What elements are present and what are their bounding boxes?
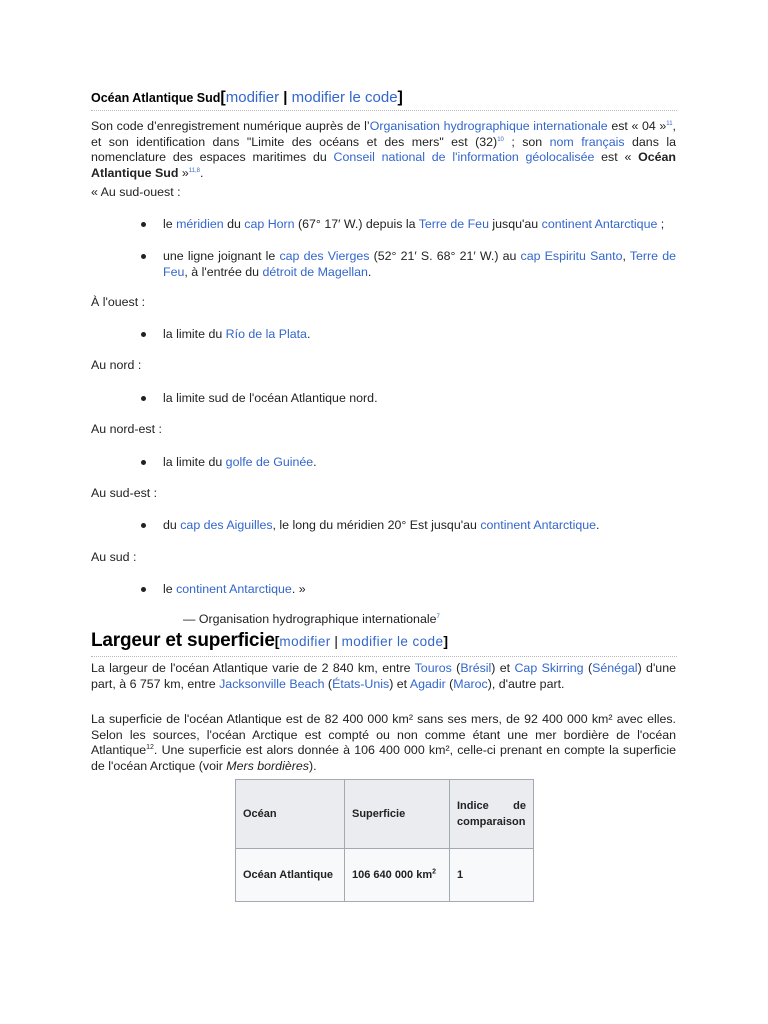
link-meridien[interactable]: méridien: [176, 217, 224, 231]
list-item: du cap des Aiguilles, le long du méridien 20° Est jusqu'au continent Antarctique.: [163, 518, 676, 534]
italic-term: Mers bordières: [226, 758, 309, 773]
edit-source-link[interactable]: modifier le code: [341, 634, 444, 649]
list-item: le méridien du cap Horn (67° 17′ W.) depuis la Terre de Feu jusqu'au continent Antarctique ;: [163, 217, 676, 233]
heading-divider: [91, 110, 677, 111]
reference-note[interactable]: 12: [146, 743, 154, 751]
edit-link[interactable]: modifier: [279, 634, 331, 649]
table-row: [236, 849, 534, 902]
link-detroit-de-magellan[interactable]: détroit de Magellan: [262, 264, 368, 279]
intro-paragraph: Son code d’enregistrement numérique auprès de l’Organisation hydrographique internationale est « 04 »$^{11}$, et son identification dans "Limite des océans et des mers" est (32)$^{10}$ ; son nom français dans la nomenclature des espaces maritimes du Conseil national de l'information géolocalisée est « Océan Atlantique Sud »$^{11,8}$.: [91, 119, 676, 180]
bold-ocean-name: Océan Atlantique Sud: [91, 150, 676, 180]
reference-note[interactable]: 10: [497, 136, 504, 143]
link-terre-de-feu[interactable]: Terre de Feu: [418, 217, 489, 231]
link-nom-francais[interactable]: nom français: [549, 134, 625, 149]
label-south: Au sud :: [91, 550, 137, 564]
reference-note[interactable]: 11,8: [188, 167, 200, 174]
column-header-area: Superficie: [345, 780, 450, 849]
link-cap-horn[interactable]: cap Horn: [244, 217, 295, 231]
link-cnig[interactable]: Conseil national de l'information géolocalisée: [333, 150, 595, 164]
label-south-west: « Au sud-ouest :: [91, 185, 181, 199]
link-cap-espiritu-santo[interactable]: cap Espiritu Santo: [520, 249, 623, 263]
list-item: le continent Antarctique. »: [163, 582, 676, 598]
link-golfe-de-guinee[interactable]: golfe de Guinée: [225, 455, 314, 469]
width-paragraph: La largeur de l'océan Atlantique varie de 2 840 km, entre Touros (Brésil) et Cap Skirring (Sénégal) d'une part, à 6 757 km, entre Jacksonville Beach (États-Unis) et Agadir (Maroc), d'autre part.: [91, 661, 676, 691]
list-item: la limite du Río de la Plata.: [163, 327, 676, 343]
cell-area: 106 640 000 $km^2$: [345, 849, 450, 902]
edit-source-link[interactable]: modifier le code: [291, 89, 398, 106]
label-south-east: Au sud-est :: [91, 486, 158, 500]
edit-link[interactable]: modifier: [225, 89, 280, 106]
link-senegal[interactable]: Sénégal: [592, 661, 638, 675]
link-jacksonville-beach[interactable]: Jacksonville Beach: [219, 676, 325, 691]
list-item: la limite du golfe de Guinée.: [163, 455, 676, 471]
cell-ocean: Océan Atlantique: [236, 849, 345, 902]
link-iho[interactable]: Organisation hydrographique internationale: [369, 119, 608, 133]
edit-section-links: [modifier | modifier le code]: [274, 633, 449, 649]
link-touros[interactable]: Touros: [414, 661, 452, 675]
section-heading-width-area: [91, 630, 677, 657]
link-rio-de-la-plata[interactable]: Río de la Plata: [225, 327, 307, 341]
cell-index: 1: [450, 849, 534, 902]
link-etats-unis[interactable]: États-Unis: [332, 676, 390, 691]
area-paragraph: La superficie de l'océan Atlantique est de 82 400 000 km² sans ses mers, de 92 400 000 km² avec elles. Selon les sources, l'océan Arctique est compté ou non comme étant une mer bordière de l'océan Atlantique$^{12}$. Une superficie est alors donnée à 106 400 000 km², celle-ci prenant en compte la superficie de l'océan Arctique (voir Mers bordières).: [91, 712, 676, 773]
link-cap-skirring[interactable]: Cap Skirring: [514, 661, 584, 675]
comparison-table: [235, 779, 534, 902]
link-terre-de-feu[interactable]: Terre de Feu: [163, 249, 676, 279]
section-title: Océan Atlantique Sud: [91, 91, 221, 105]
reference-note[interactable]: 7: [436, 613, 440, 620]
link-maroc[interactable]: Maroc: [453, 676, 488, 691]
link-agadir[interactable]: Agadir: [409, 676, 446, 691]
column-header-index: Indice de comparaison: [450, 780, 534, 849]
quote-attribution: — Organisation hydrographique internationale$^7$: [183, 612, 440, 626]
reference-note[interactable]: 11: [666, 120, 673, 127]
section-title: Largeur et superficie: [91, 630, 275, 651]
link-bresil[interactable]: Brésil: [460, 661, 492, 675]
column-header-ocean: Océan: [236, 780, 345, 849]
link-cap-des-aiguilles[interactable]: cap des Aiguilles: [180, 518, 273, 532]
list-item: une ligne joignant le cap des Vierges (52° 21′ S. 68° 21′ W.) au cap Espiritu Santo, Terre de Feu, à l'entrée du détroit de Magellan.: [163, 249, 676, 279]
list-item: la limite sud de l'océan Atlantique nord.: [163, 391, 676, 407]
label-north: Au nord :: [91, 358, 142, 372]
section-heading-south-atlantic: [91, 89, 677, 107]
label-north-east: Au nord-est :: [91, 422, 162, 436]
link-continent-antarctique[interactable]: continent Antarctique: [541, 217, 658, 231]
label-west: À l'ouest :: [91, 295, 146, 309]
table-header-row: [236, 780, 534, 849]
link-continent-antarctique[interactable]: continent Antarctique: [176, 582, 292, 596]
edit-section-links: [modifier | modifier le code]: [220, 89, 403, 106]
link-cap-des-vierges[interactable]: cap des Vierges: [279, 249, 370, 263]
link-continent-antarctique[interactable]: continent Antarctique: [480, 518, 597, 532]
